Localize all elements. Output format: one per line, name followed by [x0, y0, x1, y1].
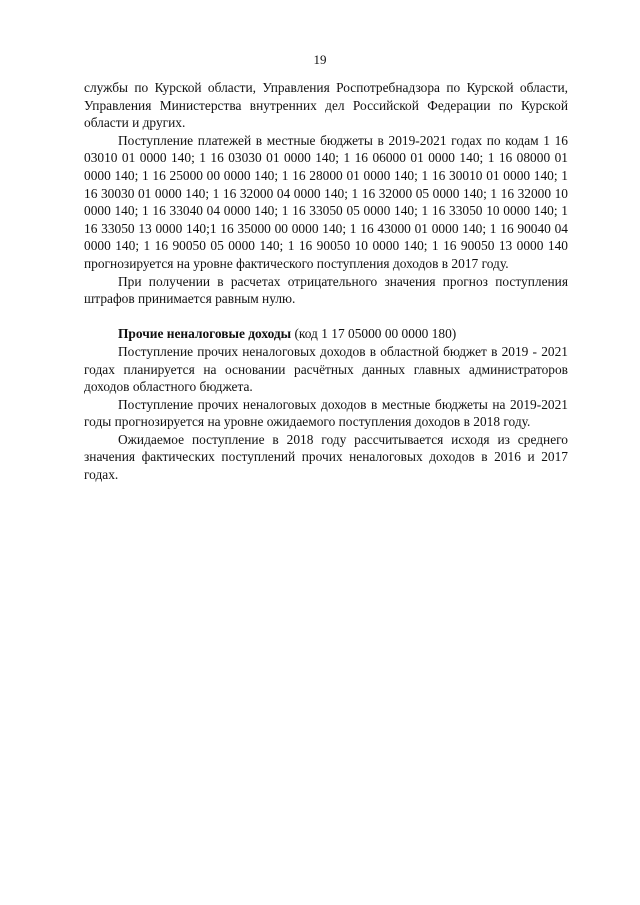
- paragraph-spacer: [84, 308, 568, 326]
- section-heading-title: Прочие неналоговые доходы: [118, 326, 292, 342]
- page-number: 19: [313, 52, 327, 67]
- paragraph-local-budget-codes: Поступление платежей в местные бюджеты в 2019-2021 годах по кодам 1 16 03010 01 0000 140; 1 16 03030 01 0000 140; 1 16 06000 01 0000 140; 1 16 08000 01 0000 140; 1 16 25000 00 0000 140; 1 16 28000 01 0000 140; 1 16 30010 01 0000 140; 1 16 30030 01 0000 140; 1 16 32000 04 0000 140; 1 16 32000 05 0000 140; 1 16 32000 10 0000 140; 1 16 33040 04 0000 140; 1 16 33050 05 0000 140; 1 16 33050 10 0000 140; 1 16 33050 13 0000 140;1 16 35000 00 0000 140; 1 16 43000 01 0000 140; 1 16 90040 04 0000 140; 1 16 90050 05 0000 140; 1 16 90050 10 0000 140; 1 16 90050 13 0000 140 прогнозируется на уровне фактического поступления доходов в 2017 году.: [84, 132, 568, 271]
- document-body: [84, 79, 568, 484]
- section-heading-code: (код 1 17 05000 00 0000 180): [291, 326, 457, 342]
- section-heading: [84, 325, 568, 343]
- paragraph-expected-receipts: Ожидаемое поступление в 2018 году рассчитывается исходя из среднего значения фактических поступлений прочих неналоговых доходов в 2016 и 2017 годах.: [84, 431, 568, 483]
- paragraph-continuation: службы по Курской области, Управления Роспотребнадзора по Курской области, Управления Министерства внутренних дел Российской Федерации по Курской области и других.: [84, 80, 568, 131]
- paragraph-negative-forecast: При получении в расчетах отрицательного значения прогноз поступления штрафов принимается равным нулю.: [84, 273, 568, 307]
- paragraph-regional-budget: Поступление прочих неналоговых доходов в областной бюджет в 2019 - 2021 годах планируется на основании расчётных данных главных администраторов доходов областного бюджета.: [84, 343, 568, 395]
- paragraph-local-budgets-forecast: Поступление прочих неналоговых доходов в местные бюджеты на 2019-2021 годы прогнозируется на уровне ожидаемого поступления доходов в 2018 году.: [84, 396, 568, 430]
